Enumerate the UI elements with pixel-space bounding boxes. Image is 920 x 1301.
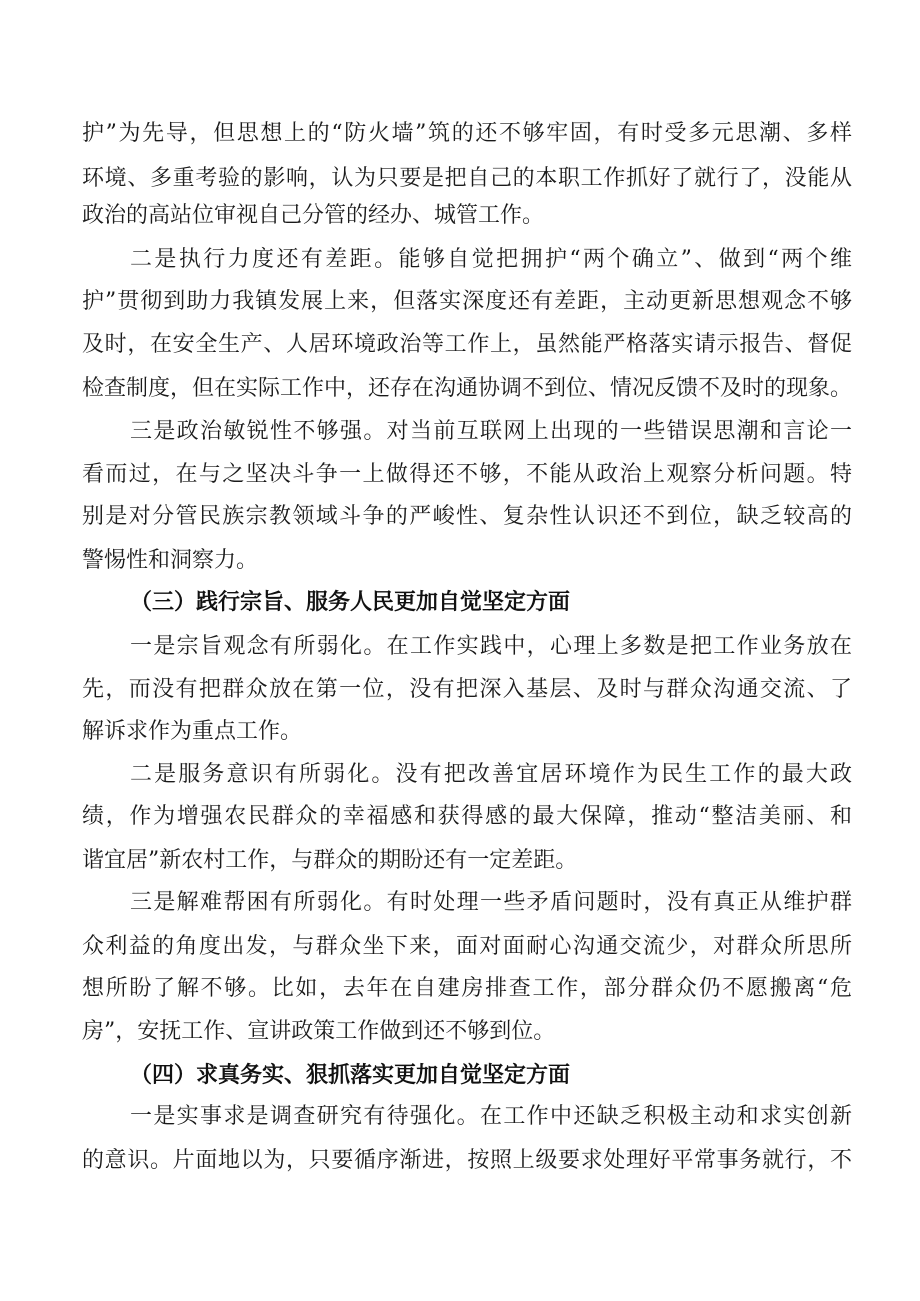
paragraph-line: 一是宗旨观念有所弱化。在工作实践中，心理上多数是把工作业务放在 [130, 634, 852, 659]
paragraph-line: 三是政治敏锐性不够强。对当前互联网上出现的一些错误思潮和言论一 [130, 419, 852, 444]
paragraph-line: 众利益的角度出发，与群众坐下来，面对面耐心沟通交流少，对群众所思所 [82, 934, 852, 959]
paragraph-line: 二是执行力度还有差距。能够自觉把拥护“两个确立”、做到“两个维 [130, 247, 852, 272]
paragraph-line: 的意识。片面地以为，只要循序渐进，按照上级要求处理好平常事务就行，不 [82, 1148, 852, 1173]
paragraph-line: 先，而没有把群众放在第一位，没有把深入基层、及时与群众沟通交流、了 [82, 677, 852, 702]
paragraph-line: 别是对分管民族宗教领域斗争的严峻性、复杂性认识还不到位，缺乏较高的 [82, 504, 852, 529]
paragraph-line: 护”贯彻到助力我镇发展上来，但落实深度还有差距，主动更新思想观念不够 [82, 289, 852, 314]
paragraph-line: 想所盼了解不够。比如，去年在自建房排查工作，部分群众仍不愿搬离“危 [82, 976, 852, 1001]
paragraph-line: 看而过，在与之坚决斗争一上做得还不够，不能从政治上观察分析问题。特 [82, 462, 852, 487]
paragraph-line: 解诉求作为重点工作。 [82, 719, 303, 744]
paragraph-line: 政治的高站位审视自己分管的经办、城管工作。 [82, 203, 545, 228]
paragraph-line: 谐宜居”新农村工作，与群众的期盼还有一定差距。 [82, 848, 578, 873]
section-heading: （四）求真务实、狠抓落实更加自觉坚定方面 [130, 1063, 571, 1088]
paragraph-line: 检查制度，但在实际工作中，还存在沟通协调不到位、情况反馈不及时的现象。 [82, 376, 852, 401]
paragraph-line: 及时，在安全生产、人居环境政治等工作上，虽然能严格落实请示报告、督促 [82, 332, 852, 357]
section-heading: （三）践行宗旨、服务人民更加自觉坚定方面 [130, 590, 571, 615]
paragraph-line: 护”为先导，但思想上的“防火墙”筑的还不够牢固，有时受多元思潮、多样 [82, 121, 852, 146]
paragraph-line: 房”，安抚工作、宣讲政策工作做到还不够到位。 [82, 1019, 556, 1044]
paragraph-line: 绩，作为增强农民群众的幸福感和获得感的最大保障，推动“整洁美丽、和 [82, 804, 852, 829]
paragraph-line: 一是实事求是调查研究有待强化。在工作中还缺乏积极主动和求实创新 [130, 1104, 852, 1129]
paragraph-line: 环境、多重考验的影响，认为只要是把自己的本职工作抓好了就行了，没能从 [82, 166, 852, 191]
paragraph-line: 三是解难帮困有所弱化。有时处理一些矛盾问题时，没有真正从维护群 [130, 890, 852, 915]
paragraph-line: 警惕性和洞察力。 [82, 548, 259, 573]
paragraph-line: 二是服务意识有所弱化。没有把改善宜居环境作为民生工作的最大政 [130, 762, 852, 787]
